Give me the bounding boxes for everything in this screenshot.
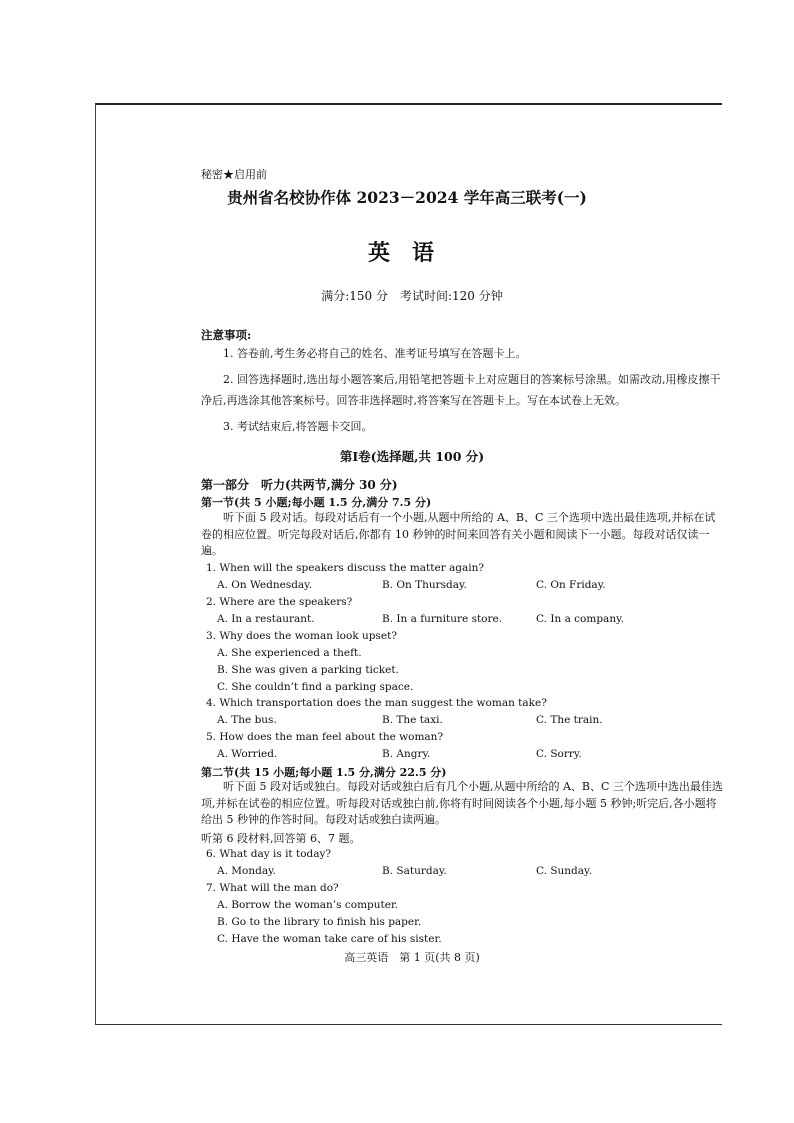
volume-title: 第Ⅰ卷(选择题,共 100 分): [339, 449, 485, 464]
q2-option-b: B. In a furniture store.: [382, 613, 503, 625]
q6-option-b: B. Saturday.: [382, 865, 447, 877]
q4-option-c: C. The train.: [536, 714, 603, 726]
question-3: 3. Why does the woman look upset?: [206, 630, 397, 642]
q5-option-a: A. Worried.: [217, 748, 278, 760]
q6-option-c: C. Sunday.: [536, 865, 592, 877]
material-note: 听第 6 段材料,回答第 6、7 题。: [201, 832, 361, 845]
section2-title: 第二节(共 15 小题;每小题 1.5 分,满分 22.5 分): [201, 766, 447, 779]
section2-instructions: 听下面 5 段对话或独白。每段对话或独白后有几个小题,从题中所给的 A、B、C 三个选项中选出最佳选项,并标在试卷的相应位置。听每段对话或独白前,你将有时间阅读各个小题,每小题 5 秒钟;听完后,各小题将给出 5 秒钟的作答时间。每段对话或独白读两遍。: [201, 780, 723, 826]
exam-title: 贵州省名校协作体 2023－2024 学年高三联考(一): [227, 188, 587, 207]
q1-option-c: C. On Friday.: [536, 579, 606, 591]
subject-title: 英语: [367, 240, 456, 266]
question-5: 5. How does the man feel about the woman?: [206, 731, 444, 743]
q5-option-b: B. Angry.: [382, 748, 431, 760]
notes-title: 注意事项:: [201, 328, 252, 342]
q5-option-c: C. Sorry.: [536, 748, 582, 760]
section1-title: 第一节(共 5 小题;每小题 1.5 分,满分 7.5 分): [201, 496, 432, 509]
q4-option-b: B. The taxi.: [382, 714, 443, 726]
q1-option-b: B. On Thursday.: [382, 579, 467, 591]
score-time-line: 满分:150 分 考试时间:120 分钟: [321, 289, 503, 303]
note-item: 3. 考试结束后,将答题卡交回。: [223, 420, 373, 433]
q7-option-a: A. Borrow the woman’s computer.: [217, 899, 399, 911]
confidential-label: 秘密★启用前: [201, 168, 267, 181]
q3-option-c: C. She couldn’t find a parking space.: [217, 681, 414, 693]
question-6: 6. What day is it today?: [206, 848, 332, 860]
q2-option-a: A. In a restaurant.: [217, 613, 315, 625]
q7-option-b: B. Go to the library to finish his paper.: [217, 916, 422, 928]
q3-option-b: B. She was given a parking ticket.: [217, 664, 399, 676]
q7-option-c: C. Have the woman take care of his sister.: [217, 933, 442, 945]
q3-option-a: A. She experienced a theft.: [217, 647, 362, 659]
note-item: 1. 答卷前,考生务必将自己的姓名、准考证号填写在答题卡上。: [223, 347, 527, 360]
question-1: 1. When will the speakers discuss the matter again?: [206, 562, 485, 574]
q6-option-a: A. Monday.: [217, 865, 276, 877]
part1-title: 第一部分 听力(共两节,满分 30 分): [201, 478, 398, 492]
question-2: 2. Where are the speakers?: [206, 596, 353, 608]
q1-option-a: A. On Wednesday.: [217, 579, 313, 591]
question-7: 7. What will the man do?: [206, 882, 339, 894]
question-4: 4. Which transportation does the man suggest the woman take?: [206, 697, 547, 709]
q2-option-c: C. In a company.: [536, 613, 624, 625]
q4-option-a: A. The bus.: [217, 714, 277, 726]
note-item: 2. 回答选择题时,选出每小题答案后,用铅笔把答题卡上对应题目的答案标号涂黑。如需改动,用橡皮擦干净后,再选涂其他答案标号。回答非选择题时,将答案写在答题卡上。写在本试卷上无效。: [201, 373, 721, 407]
page-footer: 高三英语 第 1 页(共 8 页): [344, 951, 480, 964]
section1-instructions: 听下面 5 段对话。每段对话后有一个小题,从题中所给的 A、B、C 三个选项中选出最佳选项,并标在试卷的相应位置。听完每段对话后,你都有 10 秒钟的时间来回答有关小题和阅读下一小题。每段对话仅读一遍。: [201, 511, 716, 557]
